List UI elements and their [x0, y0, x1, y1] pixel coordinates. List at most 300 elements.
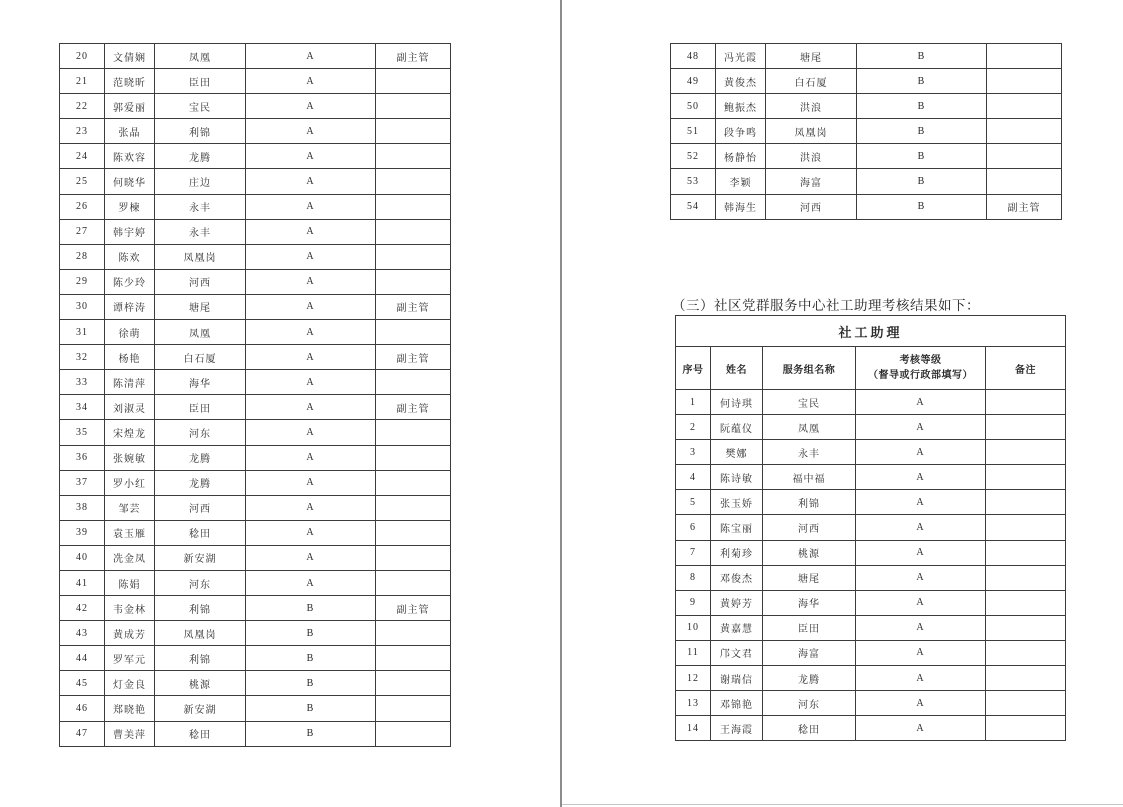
- cell-remark: [376, 495, 451, 520]
- cell-name: 黄成芳: [105, 621, 155, 646]
- cell-grade: A: [856, 440, 986, 465]
- cell-seq: 35: [60, 420, 105, 445]
- cell-name: 何诗琪: [711, 390, 763, 415]
- cell-seq: 49: [671, 69, 716, 94]
- cell-grade: A: [246, 545, 376, 570]
- cell-seq: 30: [60, 294, 105, 319]
- table-row: [671, 144, 1062, 169]
- table-row: [676, 390, 1066, 415]
- cell-group: 庄边: [155, 169, 246, 194]
- cell-group: 稔田: [155, 520, 246, 545]
- cell-name: 罗军元: [105, 646, 155, 671]
- cell-remark: [986, 415, 1066, 440]
- cell-seq: 23: [60, 119, 105, 144]
- cell-remark: [986, 540, 1066, 565]
- cell-remark: [986, 465, 1066, 490]
- table-title-row: [676, 316, 1066, 347]
- cell-name: 段争鸣: [716, 119, 766, 144]
- cell-name: 黄俊杰: [716, 69, 766, 94]
- cell-name: 鲍振杰: [716, 94, 766, 119]
- cell-name: 邓俊杰: [711, 565, 763, 590]
- cell-group: 河西: [155, 269, 246, 294]
- cell-grade: A: [246, 244, 376, 269]
- cell-group: 永丰: [155, 219, 246, 244]
- cell-grade: A: [246, 194, 376, 219]
- cell-name: 徐萌: [105, 320, 155, 345]
- table-row: [60, 445, 451, 470]
- cell-remark: [376, 370, 451, 395]
- col-header-group: 服务组名称: [763, 347, 856, 390]
- cell-remark: [376, 621, 451, 646]
- cell-remark: [376, 219, 451, 244]
- cell-name: 罗楝: [105, 194, 155, 219]
- cell-name: 张玉娇: [711, 490, 763, 515]
- cell-name: 冼金凤: [105, 545, 155, 570]
- cell-name: 郑晓艳: [105, 696, 155, 721]
- cell-remark: [376, 420, 451, 445]
- cell-grade: A: [246, 320, 376, 345]
- cell-grade: A: [246, 395, 376, 420]
- cell-group: 龙腾: [155, 470, 246, 495]
- cell-seq: 50: [671, 94, 716, 119]
- cell-seq: 3: [676, 440, 711, 465]
- cell-remark: [986, 640, 1066, 665]
- table-row: [60, 194, 451, 219]
- cell-seq: 13: [676, 691, 711, 716]
- cell-grade: A: [856, 640, 986, 665]
- cell-name: 杨艳: [105, 345, 155, 370]
- cell-name: 曹美萍: [105, 721, 155, 746]
- table-row: [676, 590, 1066, 615]
- cell-grade: A: [856, 390, 986, 415]
- section-heading: （三）社区党群服务中心社工助理考核结果如下：: [672, 298, 980, 313]
- table-row: [60, 144, 451, 169]
- cell-name: 谢瑞信: [711, 666, 763, 691]
- cell-name: 灯金良: [105, 671, 155, 696]
- cell-group: 白石厦: [155, 345, 246, 370]
- cell-grade: A: [856, 615, 986, 640]
- cell-group: 龙腾: [155, 445, 246, 470]
- cell-grade: A: [246, 570, 376, 595]
- cell-seq: 12: [676, 666, 711, 691]
- page-left: [0, 0, 560, 807]
- cell-group: 凤凰岗: [766, 119, 857, 144]
- cell-name: 文倩娴: [105, 44, 155, 69]
- cell-remark: [987, 94, 1062, 119]
- table-row: [676, 691, 1066, 716]
- cell-group: 白石厦: [766, 69, 857, 94]
- cell-group: 宝民: [155, 94, 246, 119]
- cell-seq: 7: [676, 540, 711, 565]
- cell-remark: [376, 470, 451, 495]
- cell-remark: [376, 244, 451, 269]
- cell-grade: A: [246, 69, 376, 94]
- cell-seq: 45: [60, 671, 105, 696]
- cell-name: 邝文君: [711, 640, 763, 665]
- cell-group: 洪浪: [766, 144, 857, 169]
- cell-name: 王海霞: [711, 716, 763, 741]
- table-row: [671, 94, 1062, 119]
- col-header-name: 姓名: [711, 347, 763, 390]
- cell-remark: [376, 696, 451, 721]
- col-header-grade-line2: （督导或行政部填写）: [868, 370, 973, 381]
- table-row: [60, 345, 451, 370]
- table-row: [676, 615, 1066, 640]
- cell-grade: A: [856, 415, 986, 440]
- col-header-remark: 备注: [986, 347, 1066, 390]
- cell-name: 罗小红: [105, 470, 155, 495]
- table-row: [60, 646, 451, 671]
- cell-name: 刘淑灵: [105, 395, 155, 420]
- table-row: [60, 269, 451, 294]
- table-row: [676, 465, 1066, 490]
- table-row: [60, 244, 451, 269]
- cell-group: 利锦: [763, 490, 856, 515]
- cell-seq: 43: [60, 621, 105, 646]
- cell-remark: 副主管: [987, 194, 1062, 219]
- table-row: [60, 395, 451, 420]
- cell-seq: 42: [60, 596, 105, 621]
- cell-name: 陈清萍: [105, 370, 155, 395]
- cell-remark: [987, 119, 1062, 144]
- staff-assessment-table-continued: [59, 43, 451, 747]
- cell-name: 冯光霞: [716, 44, 766, 69]
- table-row: [676, 716, 1066, 741]
- cell-remark: [376, 94, 451, 119]
- cell-grade: A: [856, 565, 986, 590]
- cell-remark: 副主管: [376, 294, 451, 319]
- cell-remark: [376, 721, 451, 746]
- cell-seq: 36: [60, 445, 105, 470]
- table-row: [676, 440, 1066, 465]
- cell-name: 韩海生: [716, 194, 766, 219]
- table-row: [676, 565, 1066, 590]
- cell-grade: A: [246, 269, 376, 294]
- cell-grade: A: [856, 465, 986, 490]
- cell-name: 陈欢: [105, 244, 155, 269]
- table-row: [60, 69, 451, 94]
- cell-group: 塘尾: [155, 294, 246, 319]
- cell-seq: 40: [60, 545, 105, 570]
- cell-group: 臣田: [155, 395, 246, 420]
- cell-group: 桃源: [155, 671, 246, 696]
- table-header-row: [676, 347, 1066, 390]
- cell-grade: A: [246, 44, 376, 69]
- cell-name: 陈少玲: [105, 269, 155, 294]
- col-header-seq: 序号: [676, 347, 711, 390]
- cell-grade: A: [856, 515, 986, 540]
- cell-grade: B: [857, 169, 987, 194]
- table-row: [60, 721, 451, 746]
- table-row: [671, 119, 1062, 144]
- table-row: [60, 370, 451, 395]
- cell-seq: 27: [60, 219, 105, 244]
- cell-grade: A: [246, 370, 376, 395]
- table-row: [60, 320, 451, 345]
- cell-grade: B: [857, 94, 987, 119]
- cell-grade: A: [856, 490, 986, 515]
- table-row: [671, 69, 1062, 94]
- cell-name: 韩宇婷: [105, 219, 155, 244]
- cell-seq: 2: [676, 415, 711, 440]
- cell-grade: A: [856, 716, 986, 741]
- cell-grade: B: [857, 119, 987, 144]
- cell-grade: A: [246, 219, 376, 244]
- cell-remark: [376, 119, 451, 144]
- cell-group: 福中福: [763, 465, 856, 490]
- table-row: [671, 44, 1062, 69]
- cell-seq: 33: [60, 370, 105, 395]
- table-row: [60, 119, 451, 144]
- cell-name: 韦金林: [105, 596, 155, 621]
- cell-group: 稔田: [763, 716, 856, 741]
- cell-grade: A: [246, 119, 376, 144]
- table-row: [60, 294, 451, 319]
- page-bottom-edge: [562, 804, 1123, 805]
- cell-remark: 副主管: [376, 596, 451, 621]
- cell-seq: 48: [671, 44, 716, 69]
- cell-seq: 47: [60, 721, 105, 746]
- cell-name: 杨静怡: [716, 144, 766, 169]
- cell-name: 阮蕴仪: [711, 415, 763, 440]
- cell-remark: [986, 490, 1066, 515]
- cell-grade: B: [246, 646, 376, 671]
- cell-seq: 5: [676, 490, 711, 515]
- cell-remark: [376, 320, 451, 345]
- cell-seq: 21: [60, 69, 105, 94]
- cell-seq: 6: [676, 515, 711, 540]
- cell-remark: [376, 144, 451, 169]
- cell-seq: 52: [671, 144, 716, 169]
- cell-seq: 46: [60, 696, 105, 721]
- cell-group: 新安湖: [155, 545, 246, 570]
- cell-name: 谭梓涛: [105, 294, 155, 319]
- cell-grade: B: [857, 69, 987, 94]
- cell-seq: 11: [676, 640, 711, 665]
- cell-grade: B: [246, 671, 376, 696]
- cell-remark: [986, 390, 1066, 415]
- cell-remark: [986, 515, 1066, 540]
- cell-group: 利锦: [155, 119, 246, 144]
- cell-group: 臣田: [155, 69, 246, 94]
- cell-remark: [987, 169, 1062, 194]
- table-row: [60, 621, 451, 646]
- cell-group: 海华: [763, 590, 856, 615]
- staff-assessment-table-tail: [670, 43, 1062, 220]
- cell-grade: A: [246, 445, 376, 470]
- cell-name: 樊娜: [711, 440, 763, 465]
- cell-grade: A: [856, 590, 986, 615]
- table-row: [676, 415, 1066, 440]
- table-row: [676, 540, 1066, 565]
- cell-group: 河西: [763, 515, 856, 540]
- cell-seq: 44: [60, 646, 105, 671]
- table-row: [60, 696, 451, 721]
- cell-group: 桃源: [763, 540, 856, 565]
- cell-group: 利锦: [155, 596, 246, 621]
- cell-grade: A: [246, 169, 376, 194]
- cell-remark: [376, 69, 451, 94]
- cell-remark: [376, 545, 451, 570]
- cell-name: 范晓昕: [105, 69, 155, 94]
- cell-grade: A: [246, 420, 376, 445]
- cell-group: 稔田: [155, 721, 246, 746]
- cell-grade: B: [857, 44, 987, 69]
- cell-name: 郭爱丽: [105, 94, 155, 119]
- table-row: [60, 44, 451, 69]
- cell-seq: 51: [671, 119, 716, 144]
- cell-seq: 22: [60, 94, 105, 119]
- cell-group: 海富: [763, 640, 856, 665]
- cell-grade: B: [246, 721, 376, 746]
- cell-remark: [986, 716, 1066, 741]
- cell-group: 河东: [763, 691, 856, 716]
- cell-name: 邓锦艳: [711, 691, 763, 716]
- table-row: [671, 169, 1062, 194]
- col-header-grade-line1: 考核等级: [899, 355, 942, 366]
- cell-remark: [376, 520, 451, 545]
- cell-seq: 20: [60, 44, 105, 69]
- cell-seq: 32: [60, 345, 105, 370]
- cell-seq: 25: [60, 169, 105, 194]
- cell-group: 凤凰: [763, 415, 856, 440]
- cell-remark: 副主管: [376, 345, 451, 370]
- cell-name: 袁玉雁: [105, 520, 155, 545]
- cell-name: 陈诗敏: [711, 465, 763, 490]
- cell-remark: [376, 570, 451, 595]
- cell-remark: [987, 44, 1062, 69]
- cell-name: 黄嘉慧: [711, 615, 763, 640]
- cell-grade: A: [246, 144, 376, 169]
- cell-grade: B: [246, 696, 376, 721]
- table-row: [60, 495, 451, 520]
- cell-group: 凤凰: [155, 320, 246, 345]
- cell-group: 洪浪: [766, 94, 857, 119]
- cell-remark: [987, 144, 1062, 169]
- cell-group: 利锦: [155, 646, 246, 671]
- page-right: [562, 0, 1123, 807]
- col-header-grade: [856, 347, 986, 390]
- cell-remark: [376, 269, 451, 294]
- cell-seq: 41: [60, 570, 105, 595]
- cell-grade: A: [856, 691, 986, 716]
- cell-seq: 4: [676, 465, 711, 490]
- cell-group: 宝民: [763, 390, 856, 415]
- cell-group: 河东: [155, 420, 246, 445]
- table-row: [60, 570, 451, 595]
- cell-group: 河西: [766, 194, 857, 219]
- cell-group: 海富: [766, 169, 857, 194]
- cell-seq: 39: [60, 520, 105, 545]
- cell-seq: 10: [676, 615, 711, 640]
- cell-remark: [986, 590, 1066, 615]
- table-row: [60, 219, 451, 244]
- cell-seq: 14: [676, 716, 711, 741]
- cell-remark: [376, 671, 451, 696]
- table-row: [671, 194, 1062, 219]
- cell-grade: A: [246, 470, 376, 495]
- cell-grade: B: [246, 621, 376, 646]
- cell-remark: [986, 666, 1066, 691]
- cell-group: 塘尾: [763, 565, 856, 590]
- cell-group: 新安湖: [155, 696, 246, 721]
- table-row: [60, 520, 451, 545]
- cell-name: 张晶: [105, 119, 155, 144]
- cell-remark: [376, 169, 451, 194]
- table-row: [60, 596, 451, 621]
- cell-group: 河西: [155, 495, 246, 520]
- cell-name: 李颖: [716, 169, 766, 194]
- cell-name: 陈娟: [105, 570, 155, 595]
- cell-seq: 24: [60, 144, 105, 169]
- table-row: [60, 470, 451, 495]
- table-row: [676, 640, 1066, 665]
- cell-grade: A: [856, 540, 986, 565]
- cell-group: 凤凰: [155, 44, 246, 69]
- cell-grade: A: [856, 666, 986, 691]
- cell-grade: A: [246, 345, 376, 370]
- cell-group: 龙腾: [155, 144, 246, 169]
- cell-seq: 34: [60, 395, 105, 420]
- cell-seq: 8: [676, 565, 711, 590]
- cell-remark: [986, 565, 1066, 590]
- cell-grade: A: [246, 520, 376, 545]
- cell-name: 利菊珍: [711, 540, 763, 565]
- cell-group: 凤凰岗: [155, 244, 246, 269]
- cell-name: 何晓华: [105, 169, 155, 194]
- cell-group: 龙腾: [763, 666, 856, 691]
- table-row: [60, 671, 451, 696]
- table-row: [60, 545, 451, 570]
- cell-seq: 31: [60, 320, 105, 345]
- cell-group: 河东: [155, 570, 246, 595]
- cell-seq: 38: [60, 495, 105, 520]
- cell-group: 海华: [155, 370, 246, 395]
- cell-group: 臣田: [763, 615, 856, 640]
- cell-remark: 副主管: [376, 44, 451, 69]
- cell-name: 张婉敏: [105, 445, 155, 470]
- cell-grade: B: [857, 194, 987, 219]
- cell-name: 陈宝丽: [711, 515, 763, 540]
- assistant-assessment-table: [675, 315, 1066, 741]
- cell-seq: 9: [676, 590, 711, 615]
- cell-name: 宋煌龙: [105, 420, 155, 445]
- cell-seq: 26: [60, 194, 105, 219]
- cell-grade: B: [246, 596, 376, 621]
- cell-seq: 1: [676, 390, 711, 415]
- cell-grade: A: [246, 495, 376, 520]
- table-row: [60, 420, 451, 445]
- cell-name: 陈欢容: [105, 144, 155, 169]
- cell-seq: 54: [671, 194, 716, 219]
- table-row: [676, 490, 1066, 515]
- assistant-table-title: 社工助理: [676, 316, 1066, 347]
- cell-group: 塘尾: [766, 44, 857, 69]
- table-row: [60, 169, 451, 194]
- cell-group: 永丰: [155, 194, 246, 219]
- cell-remark: [987, 69, 1062, 94]
- cell-seq: 37: [60, 470, 105, 495]
- cell-group: 永丰: [763, 440, 856, 465]
- cell-grade: A: [246, 294, 376, 319]
- cell-remark: [986, 440, 1066, 465]
- cell-seq: 29: [60, 269, 105, 294]
- cell-remark: [376, 646, 451, 671]
- table-row: [60, 94, 451, 119]
- cell-grade: A: [246, 94, 376, 119]
- cell-remark: 副主管: [376, 395, 451, 420]
- cell-remark: [376, 445, 451, 470]
